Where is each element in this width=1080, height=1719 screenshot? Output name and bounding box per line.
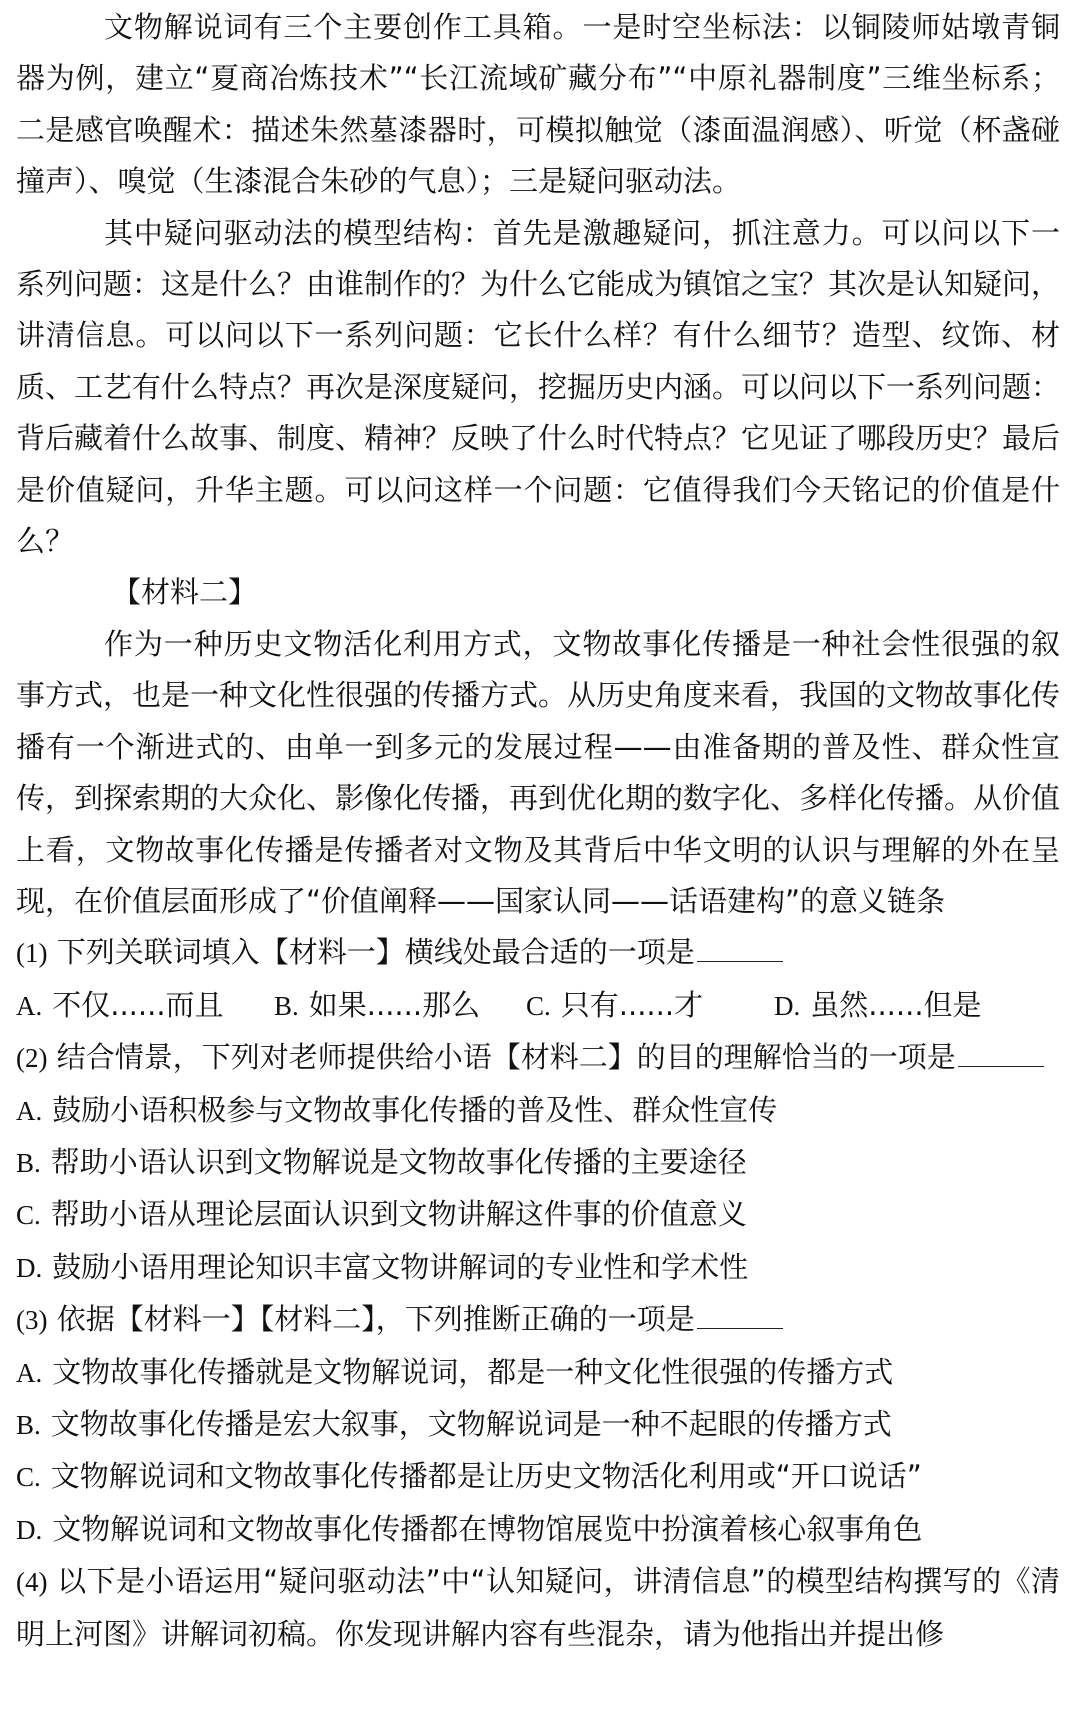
answer-blank[interactable] [697, 1304, 783, 1329]
material1-question-driven-paragraph: 其中疑问驱动法的模型结构：首先是激趣疑问，抓注意力。可以问以下一系列问题：这是什么？由谁制作的？为什么它能成为镇馆之宝？其次是认知疑问，讲清信息。可以问以下一系列问题：它长什么样？有什么细节？造型、纹饰、材质、工艺有什么特点？再次是深度疑问，挖掘历史内涵。可以问以下一系列问题：背后藏着什么故事、制度、精神？反映了什么时代特点？它见证了哪段历史？最后是价值疑问，升华主题。可以问这样一个问题：它值得我们今天铭记的价值是什么？ [16, 215, 1061, 559]
option-c[interactable]: C. 文物解说词和文物故事化传播都是让历史文物活化利用或“开口说话” [16, 1459, 922, 1494]
question-2 [16, 1032, 1060, 1294]
question-number: (1) [16, 938, 48, 969]
question-text: 以下是小语运用“疑问驱动法”中“认知疑问，讲清信息”的模型结构撰写的《清明上河图》讲解词初稿。你发现讲解内容有些混杂，请为他指出并提出修 [16, 1564, 1060, 1651]
option-c[interactable]: C. 帮助小语从理论层面认识到文物讲解这件事的价值意义 [16, 1197, 747, 1232]
answer-blank[interactable] [697, 937, 783, 962]
option-d[interactable]: D. 文物解说词和文物故事化传播都在博物馆展览中扮演着核心叙事角色 [16, 1511, 923, 1546]
material2-paragraph: 作为一种历史文物活化利用方式，文物故事化传播是一种社会性很强的叙事方式，也是一种文化性很强的传播方式。从历史角度来看，我国的文物故事化传播有一个渐进式的、由单一到多元的发展过程——由准备期的普及性、群众性宣传，到探索期的大众化、影像化传播，再到优化期的数字化、多样化传播。从价值上看，文物故事化传播是传播者对文物及其背后中华文明的认识与理解的外在呈现，在价值层面形成了“价值阐释——国家认同——话语建构”的意义链条 [16, 626, 1061, 918]
question-number: (3) [16, 1305, 48, 1336]
question-4 [16, 1556, 1060, 1660]
question-1 [16, 927, 1060, 1032]
option-d[interactable]: D. 虽然......但是 [774, 987, 982, 1022]
question-3-stem [16, 1294, 1060, 1346]
option-b[interactable]: B. 帮助小语认识到文物解说是文物故事化传播的主要途径 [16, 1144, 747, 1179]
question-1-stem [16, 927, 1060, 979]
question-2-stem [16, 1032, 1060, 1084]
option-b[interactable]: B. 如果......那么 [274, 987, 481, 1022]
material2-heading: 【材料二】 [112, 575, 258, 610]
option-d[interactable]: D. 鼓励小语用理论知识丰富文物讲解词的专业性和学术性 [16, 1249, 749, 1284]
option-c[interactable]: C. 只有......才 [526, 987, 704, 1022]
question-4-stem [16, 1556, 1060, 1660]
option-b[interactable]: B. 文物故事化传播是宏大叙事，文物解说词是一种不起眼的传播方式 [16, 1406, 892, 1441]
question-text: 结合情景，下列对老师提供给小语【材料二】的目的理解恰当的一项是 [56, 1040, 956, 1075]
answer-blank[interactable] [958, 1042, 1044, 1067]
option-a[interactable]: A. 文物故事化传播就是文物解说词，都是一种文化性很强的传播方式 [16, 1354, 894, 1389]
option-a[interactable]: A. 鼓励小语积极参与文物故事化传播的普及性、群众性宣传 [16, 1092, 778, 1127]
question-number: (4) [16, 1567, 48, 1598]
question-1-options [16, 980, 1060, 1032]
material1-toolbox-paragraph: 文物解说词有三个主要创作工具箱。一是时空坐标法：以铜陵师姑墩青铜器为例，建立“夏商冶炼技术”“长江流域矿藏分布”“中原礼器制度”三维坐标系；二是感官唤醒术：描述朱然墓漆器时，可模拟触觉（漆面温润感）、听觉（杯盏碰撞声）、嗅觉（生漆混合朱砂的气息）；三是疑问驱动法。 [16, 10, 1060, 199]
option-a[interactable]: A. 不仅......而且 [16, 987, 224, 1022]
question-text: 依据【材料一】【材料二】，下列推断正确的一项是 [56, 1302, 695, 1337]
question-number: (2) [16, 1043, 48, 1074]
question-text: 下列关联词填入【材料一】横线处最合适的一项是 [56, 935, 695, 970]
question-3 [16, 1294, 1060, 1556]
